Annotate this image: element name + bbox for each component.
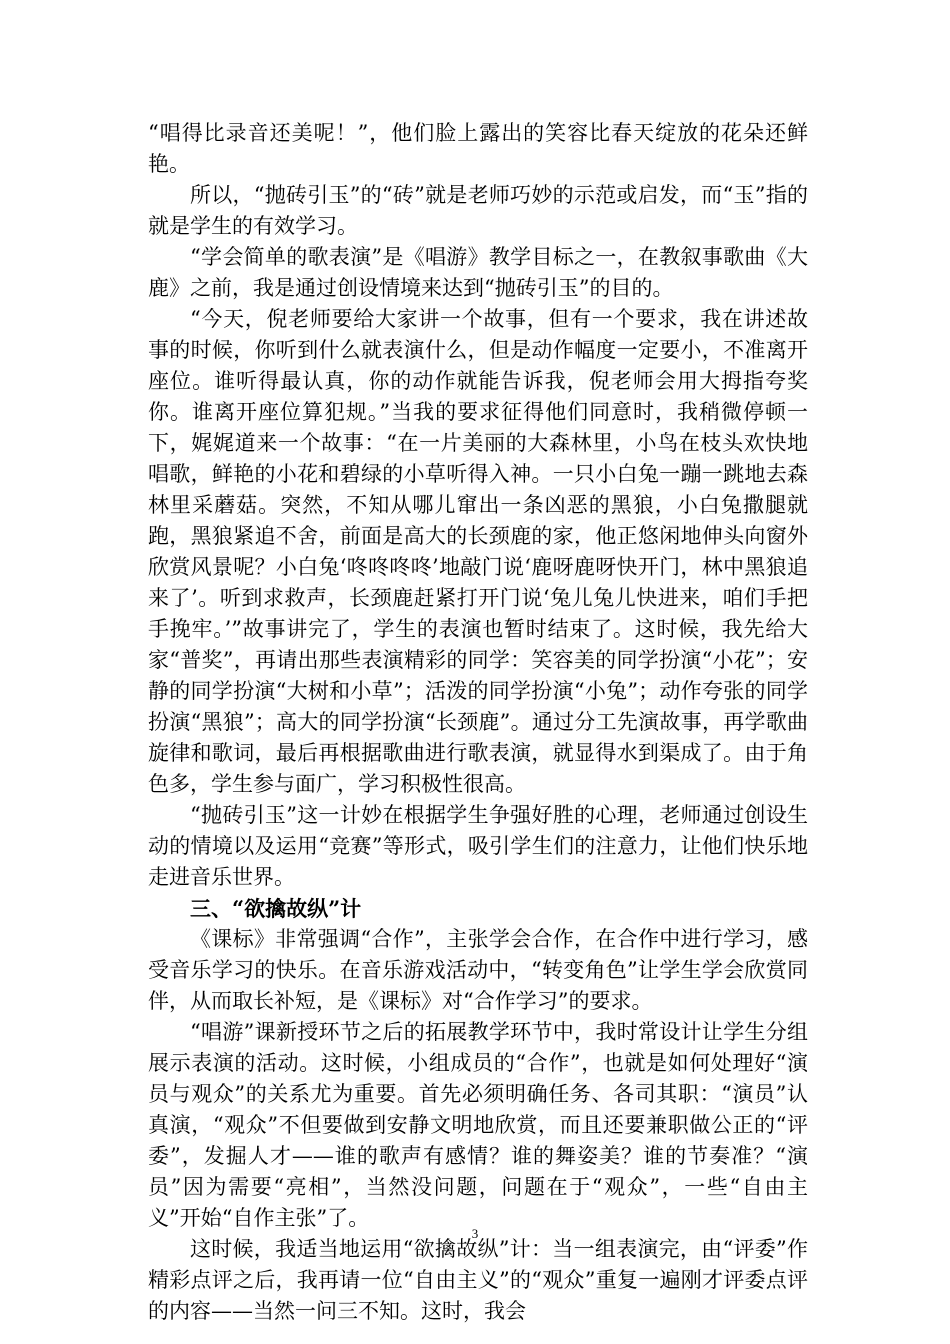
paragraph: 所以，“抛砖引玉”的“砖”就是老师巧妙的示范或启发，而“玉”指的就是学生的有效学习。	[148, 183, 808, 238]
page-number: 3	[471, 1226, 479, 1241]
paragraph: “唱得比录音还美呢！”，他们脸上露出的笑容比春天绽放的花朵还鲜艳。	[148, 121, 808, 176]
paragraph: “抛砖引玉”这一计妙在根据学生争强好胜的心理，老师通过创设生动的情境以及运用“竞赛”等形式，吸引学生们的注意力，让他们快乐地走进音乐世界。	[148, 803, 808, 889]
section-heading: 三、“欲擒故纵”计	[190, 896, 362, 921]
paragraph: 这时候，我适当地运用“欲擒故纵”计：当一组表演完，由“评委”作精彩点评之后，我再请一位“自由主义”的“观众”重复一遍刚才评委点评的内容——当然一问三不知。这时，我会	[148, 1237, 808, 1323]
document-body	[148, 118, 808, 1327]
paragraph: “今天，倪老师要给大家讲一个故事，但有一个要求，我在讲述故事的时候，你听到什么就表演什么，但是动作幅度一定要小，不准离开座位。谁听得最认真，你的动作就能告诉我，倪老师会用大拇指夸奖你。谁离开座位算犯规。”当我的要求征得他们同意时，我稍微停顿一下，娓娓道来一个故事：“在一片美丽的大森林里，小鸟在枝头欢快地唱歌，鲜艳的小花和碧绿的小草听得入神。一只小白兔一蹦一跳地去森林里采蘑菇。突然，不知从哪儿窜出一条凶恶的黑狼，小白兔撒腿就跑，黑狼紧追不舍，前面是高大的长颈鹿的家，他正悠闲地伸头向窗外欣赏风景呢？小白兔‘咚咚咚咚’地敲门说‘鹿呀鹿呀快开门，林中黑狼追来了’。听到求救声，长颈鹿赶紧打开门说‘兔儿兔儿快进来，咱们手把手挽牢。’”故事讲完了，学生的表演也暂时结束了。这时候，我先给大家“普奖”，再请出那些表演精彩的同学：笑容美的同学扮演“小花”；安静的同学扮演“大树和小草”；活泼的同学扮演“小兔”；动作夸张的同学扮演“黑狼”；高大的同学扮演“长颈鹿”。通过分工先演故事，再学歌曲旋律和歌词，最后再根据歌曲进行歌表演，就显得水到渠成了。由于角色多，学生参与面广，学习积极性很高。	[148, 307, 808, 796]
paragraph: “唱游”课新授环节之后的拓展教学环节中，我时常设计让学生分组展示表演的活动。这时候，小组成员的“合作”，也就是如何处理好“演员与观众”的关系尤为重要。首先必须明确任务、各司其职：“演员”认真演，“观众”不但要做到安静文明地欣赏，而且还要兼职做公正的“评委”，发掘人才——谁的歌声有感情？谁的舞姿美？谁的节奏准？“演员”因为需要“亮相”，当然没问题，问题在于“观众”，一些“自由主义”开始“自作主张”了。	[148, 1020, 808, 1230]
paragraph: “学会简单的歌表演”是《唱游》教学目标之一，在教叙事歌曲《大鹿》之前，我是通过创设情境来达到“抛砖引玉”的目的。	[148, 245, 808, 300]
paragraph: 《课标》非常强调“合作”，主张学会合作，在合作中进行学习，感受音乐学习的快乐。在音乐游戏活动中，“转变角色”让学生学会欣赏同伴，从而取长补短，是《课标》对“合作学习”的要求。	[148, 927, 808, 1013]
